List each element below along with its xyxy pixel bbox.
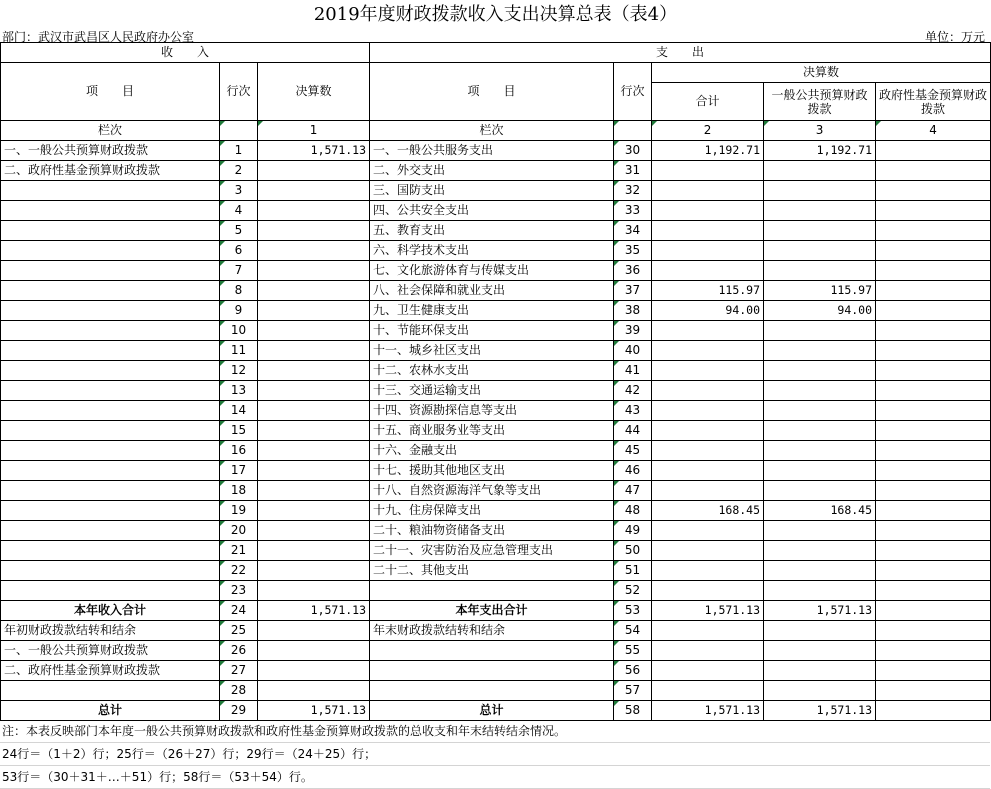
col-4[interactable]: 4 [876,121,991,141]
expense-item-cell[interactable]: 十七、援助其他地区支出 [370,461,614,481]
table-row [1,281,991,301]
income-value-cell[interactable] [258,661,370,681]
income-item-cell[interactable] [1,181,220,201]
expense-col-no-cell[interactable] [614,121,652,141]
expense-line-no-cell[interactable]: 43 [614,401,652,421]
expense-total-cell[interactable] [652,521,764,541]
expense-total-cell[interactable] [652,621,764,641]
expense-item-cell[interactable]: 三、国防支出 [370,181,614,201]
income-line-no-cell[interactable]: 11 [220,341,258,361]
income-value-cell[interactable] [258,421,370,441]
income-item-cell[interactable] [1,681,220,701]
income-value-cell[interactable] [258,281,370,301]
expense-general-cell[interactable] [764,161,876,181]
expense-item-cell[interactable] [370,681,614,701]
income-line-no-cell[interactable]: 4 [220,201,258,221]
table-row [1,501,991,521]
table-row [1,381,991,401]
income-item-cell[interactable] [1,401,220,421]
table-row [1,581,991,601]
budget-table [0,42,991,721]
expense-general-cell[interactable] [764,461,876,481]
table-row [1,361,991,381]
income-item-cell[interactable] [1,281,220,301]
expense-fund-cell[interactable] [876,241,991,261]
expense-line-no-cell[interactable]: 39 [614,321,652,341]
expense-total-cell[interactable] [652,161,764,181]
income-item-cell[interactable]: 年初财政拨款结转和结余 [1,621,220,641]
expense-line-header[interactable]: 行次 [614,63,652,121]
expense-fund-cell[interactable] [876,441,991,461]
table-row [1,461,991,481]
income-line-no-cell[interactable]: 27 [220,661,258,681]
expense-total-cell[interactable] [652,241,764,261]
income-value-cell[interactable] [258,341,370,361]
fund-budget-header[interactable]: 政府性基金预算财政拨款 [876,83,991,121]
expense-line-no-cell[interactable]: 51 [614,561,652,581]
income-value-cell[interactable] [258,641,370,661]
expense-line-no-cell[interactable]: 38 [614,301,652,321]
expense-fund-cell[interactable] [876,601,991,621]
income-value-cell[interactable] [258,461,370,481]
expense-line-no-cell[interactable]: 44 [614,421,652,441]
expense-line-no-cell[interactable]: 52 [614,581,652,601]
expense-general-cell[interactable] [764,441,876,461]
col-3[interactable]: 3 [764,121,876,141]
income-line-no-cell[interactable]: 25 [220,621,258,641]
expense-total-cell[interactable]: 115.97 [652,281,764,301]
expense-header[interactable]: 支 出 [370,43,991,63]
income-item-cell[interactable] [1,201,220,221]
income-line-no-cell[interactable]: 29 [220,701,258,721]
expense-general-cell[interactable]: 168.45 [764,501,876,521]
income-value-cell[interactable] [258,521,370,541]
expense-general-cell[interactable] [764,361,876,381]
expense-total-cell[interactable] [652,561,764,581]
table-row [1,241,991,261]
expense-item-cell[interactable] [370,661,614,681]
expense-item-cell[interactable]: 十四、资源勘探信息等支出 [370,401,614,421]
table-row [1,321,991,341]
expense-total-cell[interactable] [652,541,764,561]
expense-total-cell[interactable]: 1,192.71 [652,141,764,161]
expense-general-cell[interactable] [764,241,876,261]
expense-total-cell[interactable] [652,321,764,341]
expense-item-cell[interactable]: 五、教育支出 [370,221,614,241]
expense-fund-cell[interactable] [876,681,991,701]
expense-line-no-cell[interactable]: 45 [614,441,652,461]
expense-line-no-cell[interactable]: 41 [614,361,652,381]
income-item-cell[interactable] [1,461,220,481]
expense-fund-cell[interactable] [876,221,991,241]
income-item-cell[interactable] [1,561,220,581]
expense-line-no-cell[interactable]: 37 [614,281,652,301]
income-item-cell[interactable]: 二、政府性基金预算财政拨款 [1,661,220,681]
expense-line-no-cell[interactable]: 58 [614,701,652,721]
table-row [1,161,991,181]
expense-item-cell[interactable]: 十六、金融支出 [370,441,614,461]
table-row [1,661,991,681]
income-item-cell[interactable]: 一、一般公共预算财政拨款 [1,641,220,661]
income-line-no-cell[interactable]: 3 [220,181,258,201]
income-line-no-cell[interactable]: 2 [220,161,258,181]
expense-col-label[interactable]: 栏次 [370,121,614,141]
expense-item-cell[interactable] [370,581,614,601]
expense-total-cell[interactable] [652,461,764,481]
expense-line-no-cell[interactable]: 53 [614,601,652,621]
expense-fund-cell[interactable] [876,461,991,481]
expense-fund-cell[interactable] [876,621,991,641]
income-col-1[interactable]: 1 [258,121,370,141]
expense-line-no-cell[interactable]: 55 [614,641,652,661]
expense-item-cell[interactable]: 九、卫生健康支出 [370,301,614,321]
income-line-no-cell[interactable]: 20 [220,521,258,541]
income-item-cell[interactable] [1,341,220,361]
income-line-no-cell[interactable]: 6 [220,241,258,261]
expense-item-cell[interactable]: 年末财政拨款结转和结余 [370,621,614,641]
expense-general-cell[interactable] [764,421,876,441]
income-line-no-cell[interactable]: 17 [220,461,258,481]
expense-line-no-cell[interactable]: 35 [614,241,652,261]
expense-fund-cell[interactable] [876,141,991,161]
income-value-cell[interactable]: 1,571.13 [258,141,370,161]
unit-label: 单位：万元 [924,30,985,44]
income-line-header[interactable]: 行次 [220,63,258,121]
expense-total-cell[interactable] [652,441,764,461]
income-item-cell[interactable] [1,521,220,541]
income-value-cell[interactable]: 1,571.13 [258,601,370,621]
table-row [1,561,991,581]
expense-general-cell[interactable] [764,381,876,401]
income-line-no-cell[interactable]: 22 [220,561,258,581]
income-value-cell[interactable] [258,401,370,421]
income-line-no-cell[interactable]: 5 [220,221,258,241]
expense-line-no-cell[interactable]: 46 [614,461,652,481]
expense-line-no-cell[interactable]: 56 [614,661,652,681]
income-item-cell[interactable] [1,421,220,441]
income-item-cell[interactable] [1,261,220,281]
expense-item-cell[interactable]: 一、一般公共服务支出 [370,141,614,161]
expense-total-cell[interactable] [652,661,764,681]
expense-general-cell[interactable] [764,201,876,221]
income-value-cell[interactable] [258,561,370,581]
income-item-cell[interactable] [1,301,220,321]
table-row [1,621,991,641]
expense-fund-cell[interactable] [876,321,991,341]
table-row [1,441,991,461]
income-value-cell[interactable] [258,361,370,381]
income-line-no-cell[interactable]: 23 [220,581,258,601]
expense-general-cell[interactable] [764,641,876,661]
income-line-no-cell[interactable]: 9 [220,301,258,321]
expense-total-cell[interactable] [652,181,764,201]
expense-general-cell[interactable] [764,401,876,421]
table-row [1,341,991,361]
expense-fund-cell[interactable] [876,481,991,501]
table-row [1,221,991,241]
expense-fund-cell[interactable] [876,421,991,441]
expense-general-cell[interactable] [764,321,876,341]
income-item-cell[interactable] [1,501,220,521]
expense-item-header[interactable]: 项 目 [370,63,614,121]
expense-item-cell[interactable]: 二十、粮油物资储备支出 [370,521,614,541]
income-line-no-cell[interactable]: 13 [220,381,258,401]
expense-general-cell[interactable] [764,261,876,281]
expense-general-cell[interactable] [764,561,876,581]
table-row [1,701,991,721]
expense-total-cell[interactable] [652,261,764,281]
income-value-cell[interactable] [258,321,370,341]
table-row [1,481,991,501]
expense-fund-cell[interactable] [876,161,991,181]
expense-total-cell[interactable]: 1,571.13 [652,601,764,621]
income-item-cell[interactable] [1,581,220,601]
income-line-no-cell[interactable]: 15 [220,421,258,441]
expense-fund-cell[interactable] [876,521,991,541]
expense-general-cell[interactable]: 1,571.13 [764,701,876,721]
expense-total-cell[interactable] [652,581,764,601]
expense-total-cell[interactable] [652,341,764,361]
income-item-cell[interactable] [1,321,220,341]
income-value-cell[interactable] [258,301,370,321]
expense-general-cell[interactable] [764,661,876,681]
expense-item-cell[interactable]: 十一、城乡社区支出 [370,341,614,361]
table-row [1,141,991,161]
note-line[interactable]: 24行＝（1＋2）行；25行＝（26＋27）行；29行＝（24＋25）行； [0,743,990,766]
income-value-cell[interactable] [258,221,370,241]
expense-total-cell[interactable]: 1,571.13 [652,701,764,721]
income-item-cell[interactable]: 总计 [1,701,220,721]
table-row [1,401,991,421]
expense-fund-cell[interactable] [876,261,991,281]
expense-general-cell[interactable]: 115.97 [764,281,876,301]
general-budget-header[interactable]: 一般公共预算财政拨款 [764,83,876,121]
expense-item-cell[interactable]: 本年支出合计 [370,601,614,621]
expense-line-no-cell[interactable]: 57 [614,681,652,701]
table-row [1,521,991,541]
income-value-cell[interactable] [258,161,370,181]
expense-item-cell[interactable]: 十五、商业服务业等支出 [370,421,614,441]
income-line-no-cell[interactable]: 10 [220,321,258,341]
expense-item-cell[interactable]: 十九、住房保障支出 [370,501,614,521]
expense-general-cell[interactable] [764,621,876,641]
income-value-cell[interactable] [258,181,370,201]
income-value-cell[interactable] [258,541,370,561]
expense-item-cell[interactable]: 七、文化旅游体育与传媒支出 [370,261,614,281]
expense-total-cell[interactable] [652,641,764,661]
expense-line-no-cell[interactable]: 31 [614,161,652,181]
income-item-cell[interactable]: 一、一般公共预算财政拨款 [1,141,220,161]
expense-item-cell[interactable]: 二十一、灾害防治及应急管理支出 [370,541,614,561]
income-value-cell[interactable] [258,481,370,501]
income-item-cell[interactable] [1,381,220,401]
table-row [1,641,991,661]
department-label: 部门：武汉市武昌区人民政府办公室 [2,30,195,44]
income-header[interactable]: 收 入 [1,43,370,63]
expense-line-no-cell[interactable]: 48 [614,501,652,521]
expense-item-cell[interactable]: 八、社会保障和就业支出 [370,281,614,301]
expense-fund-cell[interactable] [876,401,991,421]
expense-general-cell[interactable] [764,481,876,501]
income-line-no-cell[interactable]: 14 [220,401,258,421]
income-line-no-cell[interactable]: 21 [220,541,258,561]
expense-total-cell[interactable] [652,401,764,421]
expense-general-cell[interactable] [764,521,876,541]
expense-line-no-cell[interactable]: 32 [614,181,652,201]
expense-fund-cell[interactable] [876,541,991,561]
expense-general-cell[interactable] [764,581,876,601]
expense-item-cell[interactable]: 十二、农林水支出 [370,361,614,381]
expense-fund-cell[interactable] [876,661,991,681]
income-line-no-cell[interactable]: 19 [220,501,258,521]
total-header[interactable]: 合计 [652,83,764,121]
income-line-no-cell[interactable]: 12 [220,361,258,381]
expense-total-cell[interactable] [652,381,764,401]
expense-item-cell[interactable]: 十、节能环保支出 [370,321,614,341]
income-item-cell[interactable] [1,241,220,261]
income-item-cell[interactable] [1,221,220,241]
notes-area [0,720,990,789]
table-row [1,421,991,441]
note-line[interactable]: 注：本表反映部门本年度一般公共预算财政拨款和政府性基金预算财政拨款的总收支和年末结转结余情况。 [0,720,990,743]
expense-general-cell[interactable] [764,221,876,241]
expense-item-cell[interactable]: 二、外交支出 [370,161,614,181]
col-2[interactable]: 2 [652,121,764,141]
income-line-no-cell[interactable]: 18 [220,481,258,501]
income-item-cell[interactable] [1,361,220,381]
income-col-label[interactable]: 栏次 [1,121,220,141]
income-item-cell[interactable] [1,481,220,501]
expense-line-no-cell[interactable]: 54 [614,621,652,641]
settle-group-header[interactable]: 决算数 [652,63,991,83]
expense-fund-cell[interactable] [876,561,991,581]
expense-general-cell[interactable] [764,181,876,201]
expense-item-cell[interactable] [370,641,614,661]
expense-total-cell[interactable]: 168.45 [652,501,764,521]
expense-line-no-cell[interactable]: 50 [614,541,652,561]
expense-line-no-cell[interactable]: 47 [614,481,652,501]
income-value-cell[interactable]: 1,571.13 [258,701,370,721]
expense-item-cell[interactable]: 四、公共安全支出 [370,201,614,221]
expense-fund-cell[interactable] [876,301,991,321]
expense-total-cell[interactable] [652,681,764,701]
expense-line-no-cell[interactable]: 49 [614,521,652,541]
expense-total-cell[interactable] [652,361,764,381]
expense-line-no-cell[interactable]: 30 [614,141,652,161]
expense-item-cell[interactable]: 总计 [370,701,614,721]
expense-item-cell[interactable]: 十八、自然资源海洋气象等支出 [370,481,614,501]
expense-total-cell[interactable] [652,481,764,501]
income-value-cell[interactable] [258,581,370,601]
expense-fund-cell[interactable] [876,701,991,721]
expense-general-cell[interactable]: 94.00 [764,301,876,321]
income-value-cell[interactable] [258,261,370,281]
income-line-no-cell[interactable]: 26 [220,641,258,661]
expense-fund-cell[interactable] [876,181,991,201]
expense-fund-cell[interactable] [876,201,991,221]
income-value-cell[interactable] [258,501,370,521]
expense-total-cell[interactable] [652,421,764,441]
income-item-cell[interactable]: 本年收入合计 [1,601,220,621]
expense-general-cell[interactable] [764,541,876,561]
income-line-no-cell[interactable]: 24 [220,601,258,621]
expense-total-cell[interactable]: 94.00 [652,301,764,321]
income-value-cell[interactable] [258,441,370,461]
expense-general-cell[interactable] [764,681,876,701]
expense-total-cell[interactable] [652,221,764,241]
income-line-no-cell[interactable]: 1 [220,141,258,161]
income-item-header[interactable]: 项 目 [1,63,220,121]
income-line-no-cell[interactable]: 8 [220,281,258,301]
table-row [1,541,991,561]
expense-general-cell[interactable]: 1,192.71 [764,141,876,161]
expense-item-cell[interactable]: 十三、交通运输支出 [370,381,614,401]
income-item-cell[interactable] [1,441,220,461]
table-row [1,261,991,281]
income-value-cell[interactable] [258,621,370,641]
expense-fund-cell[interactable] [876,501,991,521]
table-row [1,181,991,201]
expense-line-no-cell[interactable]: 34 [614,221,652,241]
income-line-no-cell[interactable]: 7 [220,261,258,281]
expense-line-no-cell[interactable]: 40 [614,341,652,361]
table-row [1,301,991,321]
income-line-no-cell[interactable]: 28 [220,681,258,701]
income-value-cell[interactable] [258,381,370,401]
income-item-cell[interactable] [1,541,220,561]
income-line-no-cell[interactable]: 16 [220,441,258,461]
expense-general-cell[interactable]: 1,571.13 [764,601,876,621]
income-value-cell[interactable] [258,241,370,261]
table-row [1,601,991,621]
expense-item-cell[interactable]: 二十二、其他支出 [370,561,614,581]
expense-fund-cell[interactable] [876,361,991,381]
report-title: 2019年度财政拨款收入支出决算总表（表4） [313,4,678,25]
expense-total-cell[interactable] [652,201,764,221]
table-row [1,681,991,701]
table-row [1,201,991,221]
income-value-cell[interactable] [258,201,370,221]
expense-fund-cell[interactable] [876,381,991,401]
expense-item-cell[interactable]: 六、科学技术支出 [370,241,614,261]
income-item-cell[interactable]: 二、政府性基金预算财政拨款 [1,161,220,181]
expense-fund-cell[interactable] [876,281,991,301]
expense-line-no-cell[interactable]: 36 [614,261,652,281]
income-settle-header[interactable]: 决算数 [258,63,370,121]
expense-general-cell[interactable] [764,341,876,361]
expense-fund-cell[interactable] [876,641,991,661]
income-col-no-cell[interactable] [220,121,258,141]
note-line[interactable]: 53行＝（30＋31＋…＋51）行；58行＝（53＋54）行。 [0,766,990,789]
expense-line-no-cell[interactable]: 33 [614,201,652,221]
income-value-cell[interactable] [258,681,370,701]
expense-fund-cell[interactable] [876,341,991,361]
expense-fund-cell[interactable] [876,581,991,601]
expense-line-no-cell[interactable]: 42 [614,381,652,401]
